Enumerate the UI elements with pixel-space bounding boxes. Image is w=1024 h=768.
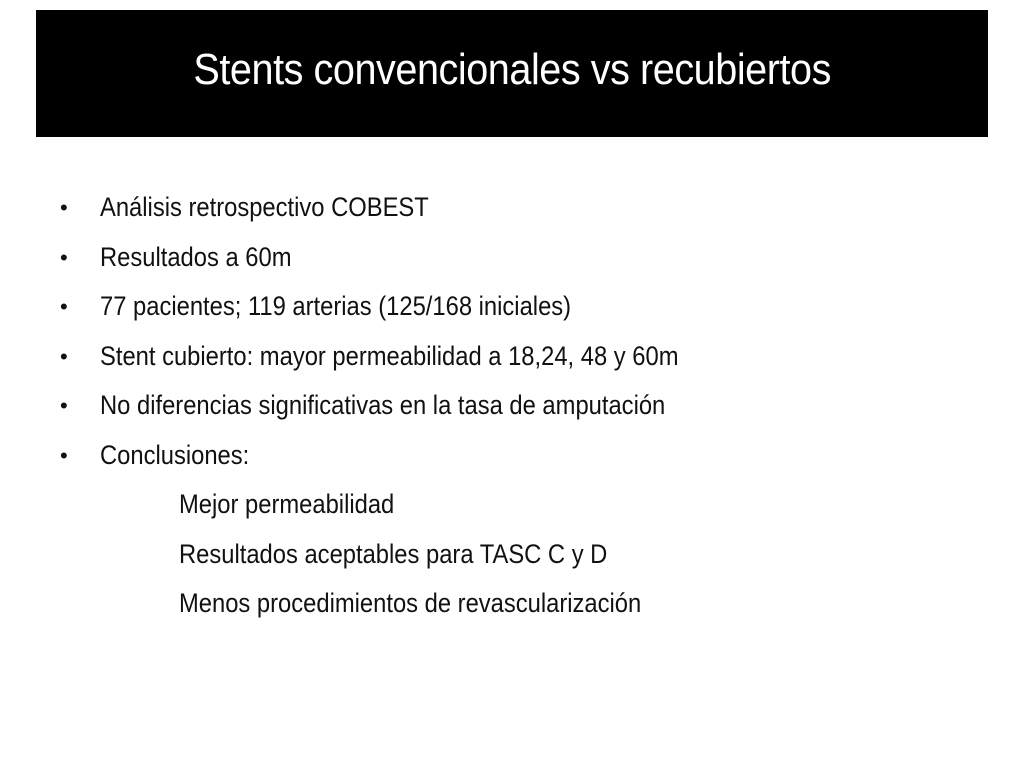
- conclusion-text: Menos procedimientos de revascularización: [179, 588, 642, 618]
- conclusion-text: Resultados aceptables para TASC C y D: [179, 538, 608, 569]
- title-bar: [36, 10, 988, 137]
- bullet-marker: •: [60, 343, 68, 369]
- conclusion-text: Mejor permeabilidad: [179, 489, 395, 519]
- bullet-text: Resultados a 60m: [100, 241, 292, 272]
- bullet-marker: •: [60, 244, 68, 270]
- bullet-marker: •: [60, 294, 68, 319]
- bullet-text: Stent cubierto: mayor permeabilidad a 18,24, 48 y 60m: [100, 340, 679, 371]
- slide-title: Stents convencionales vs recubiertos: [193, 44, 831, 94]
- bullet-text: No diferencias significativas en la tasa de amputación: [100, 390, 666, 420]
- bullet-text: Análisis retrospectivo COBEST: [100, 192, 429, 222]
- bullet-marker: •: [60, 442, 68, 468]
- bullet-text: 77 pacientes; 119 arterias (125/168 iniciales): [100, 291, 572, 321]
- bullet-marker: •: [60, 195, 68, 220]
- bullet-text: Conclusiones:: [100, 439, 250, 470]
- bullet-marker: •: [60, 393, 68, 418]
